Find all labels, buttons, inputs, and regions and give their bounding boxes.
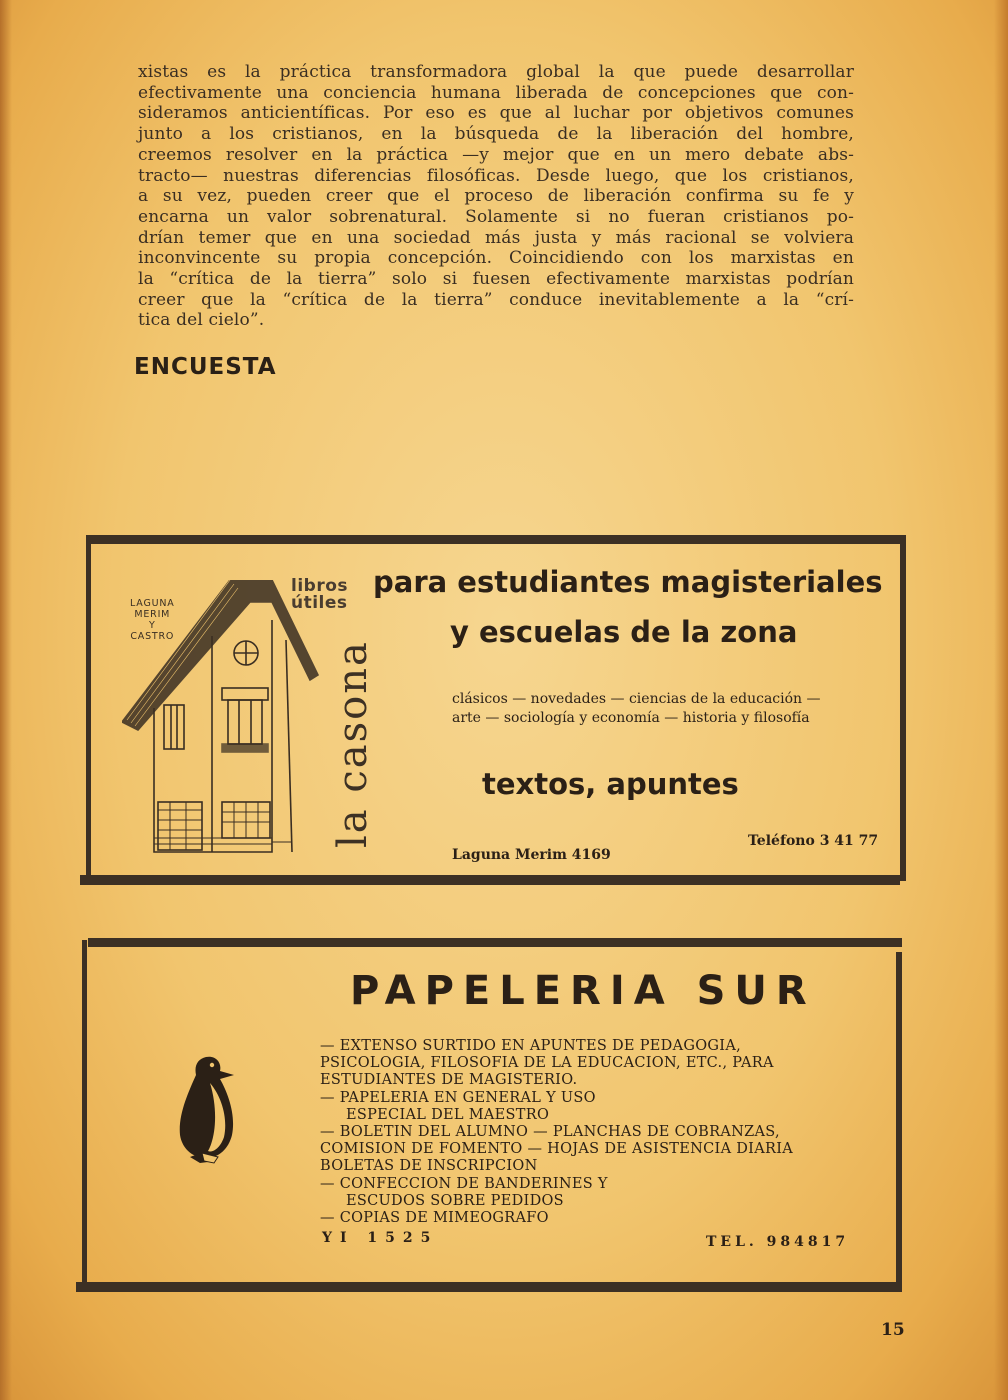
ad-product-item: BOLETAS DE INSCRIPCION <box>320 1158 538 1175</box>
ad-border-left <box>82 940 87 1286</box>
ad-product-item: ESCUDOS SOBRE PEDIDOS <box>346 1192 564 1209</box>
house-label-line: Y <box>148 620 156 631</box>
text-line: inconvincente su propia concepción. Coincidiendo con los marxistas en <box>138 248 854 269</box>
ad-phone: Teléfono 3 41 77 <box>748 833 879 849</box>
article-body-text <box>138 62 854 331</box>
ad-phone: TEL. 984817 <box>706 1234 850 1250</box>
ad-headline-2: y escuelas de la zona <box>450 615 798 649</box>
ad-border-top <box>88 938 902 947</box>
ad-product-item: COMISION DE FOMENTO — HOJAS DE ASISTENCIA DIARIA <box>320 1141 793 1158</box>
text-line: drían temer que en una sociedad más justa y más racional se volviera <box>138 227 854 248</box>
ad-address: Laguna Merim 4169 <box>452 847 611 863</box>
house-label-line: LAGUNA <box>130 598 175 609</box>
ad-address: YI 1525 <box>322 1230 439 1246</box>
page-edge-left <box>0 0 12 1400</box>
ad-headline-1: para estudiantes magisteriales <box>373 565 883 599</box>
text-line: a su vez, pueden creer que el proceso de liberación confirma su fe y <box>138 186 854 207</box>
house-street-label <box>130 598 175 642</box>
text-line: sideramos anticientíficas. Por eso es que al luchar por objetivos comunes <box>138 103 854 124</box>
ad-product-item: — PAPELERIA EN GENERAL Y USO <box>320 1089 596 1106</box>
section-heading: ENCUESTA <box>134 354 277 380</box>
text-line: creemos resolver en la práctica —y mejor que en un mero debate abs- <box>138 144 854 165</box>
text-line: la “crítica de la tierra” solo si fuesen efectivamente marxistas podrían <box>138 269 854 290</box>
ad-product-item: — EXTENSO SURTIDO EN APUNTES DE PEDAGOGIA, <box>320 1038 742 1054</box>
ad-product-item: — BOLETIN DEL ALUMNO — PLANCHAS DE COBRANZAS, <box>320 1124 780 1141</box>
house-label-line: MERIM <box>134 609 171 620</box>
ad-border-bottom <box>80 875 900 885</box>
house-label-line: CASTRO <box>130 631 175 642</box>
text-line: junto a los cristianos, en la búsqueda de la liberación del hombre, <box>138 124 854 145</box>
text-line: creer que la “crítica de la tierra” conduce inevitablemente a la “crí- <box>138 289 854 310</box>
libros-utiles-label <box>291 578 348 612</box>
ad-product-item: ESPECIAL DEL MAESTRO <box>346 1106 550 1123</box>
ad-la-casona <box>80 535 906 887</box>
text-line: tica del cielo”. <box>138 310 265 331</box>
utiles-line: útiles <box>291 593 348 613</box>
la-casona-brand: la casona <box>330 640 376 848</box>
ad-border-bottom <box>76 1282 902 1292</box>
text-line: xistas es la práctica transformadora global la que puede desarrollar <box>138 62 854 82</box>
page-edge-right <box>994 0 1008 1400</box>
ad-border-right <box>900 541 906 881</box>
ad-topics <box>452 690 882 728</box>
ad-subheadline: textos, apuntes <box>482 767 739 801</box>
text-line: tracto— nuestras diferencias filosóficas. Desde luego, que los cristianos, <box>138 165 854 186</box>
ad-product-item: — COPIAS DE MIMEOGRAFO <box>320 1210 549 1227</box>
ad-border-left <box>86 535 91 883</box>
topics-line: clásicos — novedades — ciencias de la educación — <box>452 691 821 707</box>
ad-border-top <box>88 535 906 544</box>
penguin-logo-icon <box>176 1053 242 1165</box>
ad-product-list <box>320 1038 860 1227</box>
topics-line: arte — sociología y economía — historia y filosofía <box>452 710 810 726</box>
ad-border-right <box>896 952 902 1288</box>
libros-line: libros <box>291 576 349 596</box>
ad-title: PAPELERIA SUR <box>350 968 816 1014</box>
ad-product-item: ESTUDIANTES DE MAGISTERIO. <box>320 1072 578 1089</box>
text-line: encarna un valor sobrenatural. Solamente si no fueran cristianos po- <box>138 206 854 227</box>
page-number: 15 <box>881 1320 905 1340</box>
ad-product-item: — CONFECCION DE BANDERINES Y <box>320 1175 608 1192</box>
ad-papeleria-sur <box>76 938 906 1292</box>
text-line: efectivamente una conciencia humana liberada de concepciones que con- <box>138 82 854 103</box>
ad-product-item: PSICOLOGIA, FILOSOFIA DE LA EDUCACION, ETC., PARA <box>320 1055 774 1072</box>
